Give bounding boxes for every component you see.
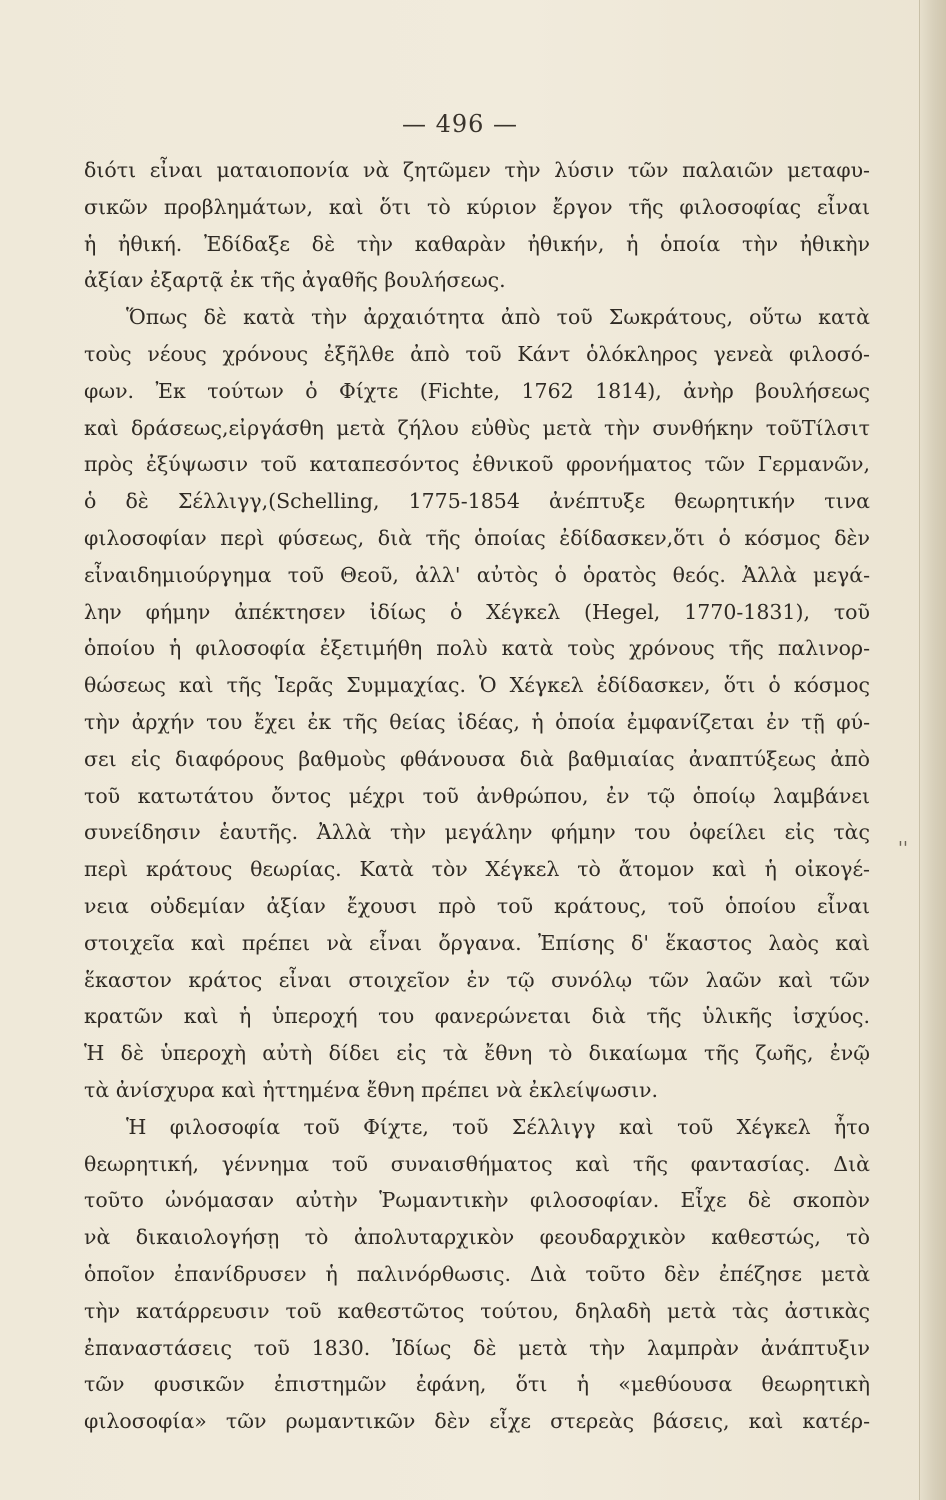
text-line: τῶν φυσικῶν ἐπιστημῶν ἐφάνη, ὅτι ἡ «μεθύουσα θεωρητικὴ: [84, 1372, 870, 1397]
text-line: σει εἰς διαφόρους βαθμοὺς φθάνουσα διὰ βαθμιαίας ἀναπτύξεως ἀπὸ: [84, 746, 870, 771]
text-line: καὶ δράσεως,εἰργάσθη μετὰ ζήλου εὐθὺς μετὰ τὴν συνθήκην τοῦΤίλσιτ: [84, 415, 870, 440]
text-line: τοὺς νέους χρόνους ἐξῆλθε ἀπὸ τοῦ Κάντ ὁλόκληρος γενεὰ φιλοσό-: [84, 341, 870, 366]
text-line: ἡ ἠθική. Ἐδίδαξε δὲ τὴν καθαρὰν ἠθικήν, ἡ ὁποία τὴν ἠθικὴν: [84, 231, 870, 256]
body-text: [84, 152, 870, 1440]
text-line: Ἡ φιλοσοφία τοῦ Φίχτε, τοῦ Σέλλιγγ καὶ τοῦ Χέγκελ ἦτο: [126, 1114, 870, 1139]
margin-mark: '': [898, 838, 908, 859]
text-line: ἀξίαν ἐξαρτᾷ ἐκ τῆς ἀγαθῆς βουλήσεως.: [84, 268, 506, 293]
text-line: σικῶν προβλημάτων, καὶ ὅτι τὸ κύριον ἔργον τῆς φιλοσοφίας εἶναι: [84, 194, 870, 219]
text-line: εἶναιδημιούργημα τοῦ Θεοῦ, ἀλλ' αὐτὸς ὁ ὁρατὸς θεός. Ἀλλὰ μεγά-: [84, 562, 870, 587]
text-line: διότι εἶναι ματαιοπονία νὰ ζητῶμεν τὴν λύσιν τῶν παλαιῶν μεταφυ-: [84, 158, 870, 182]
text-line: ὁ δὲ Σέλλιγγ,(Schelling, 1775-1854 ἀνέπτυξε θεωρητικήν τινα: [84, 489, 870, 514]
text-line: ἐπαναστάσεις τοῦ 1830. Ἰδίως δὲ μετὰ τὴν λαμπρὰν ἀνάπτυξιν: [84, 1335, 870, 1360]
text-line: θεωρητική, γέννημα τοῦ συναισθήματος καὶ τῆς φαντασίας. Διὰ: [84, 1151, 870, 1176]
text-line: τοῦτο ὠνόμασαν αὐτὴν Ῥωμαντικὴν φιλοσοφίαν. Εἶχε δὲ σκοπὸν: [84, 1188, 870, 1213]
text-line: Ὅπως δὲ κατὰ τὴν ἀρχαιότητα ἀπὸ τοῦ Σωκράτους, οὕτω κατὰ: [126, 305, 870, 330]
text-line: φων. Ἐκ τούτων ὁ Φίχτε (Fichte, 1762 1814), ἀνὴρ βουλήσεως: [84, 378, 870, 403]
text-line: τοῦ κατωτάτου ὄντος μέχρι τοῦ ἀνθρώπου, ἐν τῷ ὁποίῳ λαμβάνει: [84, 783, 870, 808]
text-line: τὰ ἀνίσχυρα καὶ ἡττημένα ἔθνη πρέπει νὰ ἐκλείψωσιν.: [84, 1077, 659, 1102]
text-line: λην φήμην ἀπέκτησεν ἰδίως ὁ Χέγκελ (Hegel, 1770-1831), τοῦ: [84, 599, 870, 624]
text-line: πρὸς ἐξύψωσιν τοῦ καταπεσόντος ἐθνικοῦ φρονήματος τῶν Γερμανῶν,: [84, 452, 870, 477]
page-edge: [919, 0, 946, 1500]
text-line: φιλοσοφίαν περὶ φύσεως, διὰ τῆς ὁποίας ἐδίδασκεν,ὅτι ὁ κόσμος δὲν: [84, 525, 870, 550]
text-line: ἕκαστον κράτος εἶναι στοιχεῖον ἐν τῷ συνόλῳ τῶν λαῶν καὶ τῶν: [84, 967, 870, 992]
page-number: — 496 —: [401, 110, 519, 138]
text-line: συνείδησιν ἑαυτῆς. Ἀλλὰ τὴν μεγάλην φήμην του ὀφείλει εἰς τὰς: [84, 820, 870, 845]
text-line: φιλοσοφία» τῶν ρωμαντικῶν δὲν εἶχε στερεὰς βάσεις, καὶ κατέρ-: [84, 1409, 870, 1434]
text-line: στοιχεῖα καὶ πρέπει νὰ εἶναι ὄργανα. Ἐπίσης δ' ἕκαστος λαὸς καὶ: [84, 930, 870, 955]
text-line: Ἡ δὲ ὑπεροχὴ αὐτὴ δίδει εἰς τὰ ἔθνη τὸ δικαίωμα τῆς ζωῆς, ἐνῷ: [84, 1041, 870, 1066]
text-line: νεια οὐδεμίαν ἀξίαν ἔχουσι πρὸ τοῦ κράτους, τοῦ ὁποίου εἶναι: [84, 893, 870, 918]
text-line: ὁποίου ἡ φιλοσοφία ἐξετιμήθη πολὺ κατὰ τοὺς χρόνους τῆς παλινορ-: [84, 636, 870, 661]
text-line: περὶ κράτους θεωρίας. Κατὰ τὸν Χέγκελ τὸ ἄτομον καὶ ἡ οἰκογέ-: [84, 857, 870, 882]
text-line: κρατῶν καὶ ἡ ὑπεροχή του φανερώνεται διὰ τῆς ὑλικῆς ἰσχύος.: [84, 1004, 870, 1029]
text-line: ὁποῖον ἐπανίδρυσεν ἡ παλινόρθωσις. Διὰ τοῦτο δὲν ἐπέζησε μετὰ: [84, 1261, 870, 1286]
text-line: νὰ δικαιολογήσῃ τὸ ἀπολυταρχικὸν φεουδαρχικὸν καθεστώς, τὸ: [84, 1225, 870, 1250]
text-line: τὴν ἀρχήν του ἔχει ἐκ τῆς θείας ἰδέας, ἡ ὁποία ἐμφανίζεται ἐν τῇ φύ-: [84, 709, 870, 734]
text-line: θώσεως καὶ τῆς Ἱερᾶς Συμμαχίας. Ὁ Χέγκελ ἐδίδασκεν, ὅτι ὁ κόσμος: [84, 673, 870, 698]
text-line: τὴν κατάρρευσιν τοῦ καθεστῶτος τούτου, δηλαδὴ μετὰ τὰς ἀστικὰς: [84, 1298, 870, 1323]
